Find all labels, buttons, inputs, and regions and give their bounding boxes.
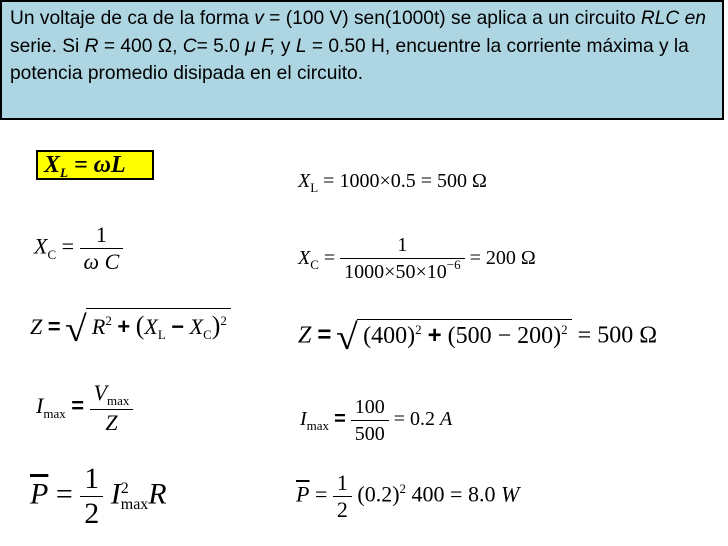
problem-text: R (84, 35, 99, 57)
solution-imax: $I_{max}$ = $\frac{100}{500}$ = 0.2 A (300, 396, 453, 445)
formula-imax: $I_{max}$ = $\frac{V_{max}}{Z}$ (36, 380, 133, 436)
sqrt-symbol: √ $(400)^2 + (500 - 200)^2$ (337, 316, 571, 358)
solution-xc: $X_C$ = $\frac{1}{1000\times 50\times 10^{-6}}$ = 200 Ω (298, 232, 536, 287)
formula-z: Z = √ $R^2 + (X_L - X_C)^2$ (30, 308, 231, 350)
formula-imax-fraction: $\frac{V_{max}}{Z}$ (90, 380, 134, 436)
sqrt-symbol: √ $R^2 + (X_L - X_C)^2$ (66, 308, 231, 350)
solution-z: Z = √ $(400)^2 + (500 - 200)^2 = 500$ Ω (298, 317, 658, 357)
problem-text: serie. Si (10, 35, 85, 57)
problem-text: RLC en (640, 8, 706, 29)
formula-xc-fraction: $\frac{1}{\text{ω C}}$ (80, 222, 124, 275)
formula-xc: $X_C$ = $\frac{1}{\text{ω C}}$ (34, 222, 123, 275)
solution-xl: $X_L = 1000\times 0.5 = 500$ Ω (298, 170, 487, 195)
problem-text: = 5.0 (196, 35, 246, 57)
problem-text: L (295, 35, 307, 57)
problem-text: C (182, 35, 197, 57)
formula-xl-box: $X_L = \omega L$ (36, 150, 154, 180)
solution-p-fraction: $\frac{1}{2}$ (333, 470, 352, 523)
formula-p: $\overline{P}$ = $\frac{1}{2}$ I 2 max R (30, 462, 167, 530)
problem-text: = 400 Ω, (98, 35, 183, 57)
solution-imax-fraction: $\frac{100}{500}$ (351, 394, 389, 447)
problem-text: Un voltaje de ca de la forma (10, 8, 255, 29)
problem-text: μ F, (245, 35, 276, 57)
problem-statement (0, 0, 724, 120)
solution-p: $\overline{P}$ = $\frac{1}{2}$ $(0.2)^2$ 400 = 8.0 W (296, 470, 520, 522)
problem-text: v (254, 8, 264, 29)
problem-text: = 0.50 H, encuentre la corriente máxima y la potencia promedio disipada en el circuito. (10, 35, 689, 84)
formula-xl (36, 152, 154, 179)
solution-xc-fraction: $\frac{1}{1000\times 50\times 10^{-6}}$ (340, 232, 464, 287)
problem-text: = (100 V) sen(1000t) se aplica a un circuito (263, 8, 641, 29)
formula-p-fraction: $\frac{1}{2}$ (80, 462, 103, 531)
problem-text: y (275, 35, 296, 57)
